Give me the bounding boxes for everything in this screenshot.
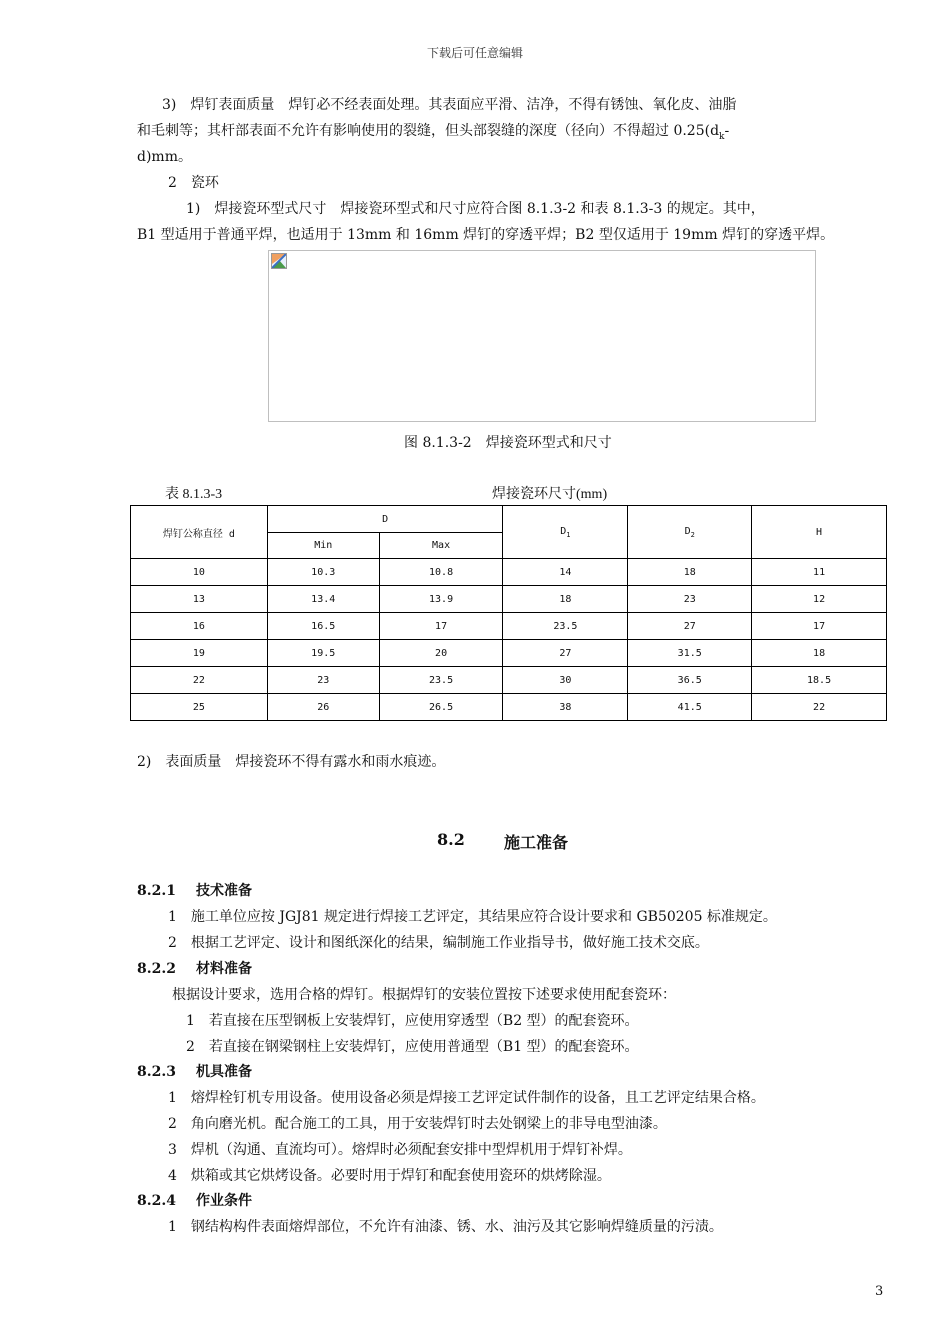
subsection-822-number: 8.2.2: [137, 961, 176, 977]
cell: 10: [131, 559, 268, 586]
cell: 11: [752, 559, 887, 586]
cell: 41.5: [628, 694, 752, 721]
cell: 27: [628, 613, 752, 640]
cell: 31.5: [628, 640, 752, 667]
item-ceramic-ring: 2 瓷环: [168, 175, 219, 191]
cell: 36.5: [628, 667, 752, 694]
para-stud-surface-line3: d)mm。: [137, 149, 192, 165]
s823-item1: 1 熔焊栓钉机专用设备。使用设备必须是焊接工艺评定试件制作的设备，且工艺评定结果合格。: [168, 1090, 765, 1106]
cell: 12: [752, 586, 887, 613]
cell: 14: [503, 559, 628, 586]
s822-intro: 根据设计要求，选用合格的焊钉。根据焊钉的安装位置按下述要求使用配套瓷环：: [172, 987, 676, 1003]
cell: 19.5: [267, 640, 379, 667]
table-row: [131, 640, 887, 667]
s823-item2: 2 角向磨光机。配合施工的工具，用于安装焊钉时去处钢梁上的非导电型油漆。: [168, 1116, 667, 1132]
cell: 16: [131, 613, 268, 640]
para-ring-dimensions-line1: 1) 焊接瓷环型式尺寸 焊接瓷环型式和尺寸应符合图 8.1.3-2 和表 8.1.3-3 的规定。其中，: [186, 201, 765, 217]
cell: 10.3: [267, 559, 379, 586]
cell: 18: [503, 586, 628, 613]
cell: 23.5: [503, 613, 628, 640]
subsection-821-title: 技术准备: [196, 883, 252, 899]
cell: 18.5: [752, 667, 887, 694]
broken-image-icon: [271, 253, 287, 269]
cell: 38: [503, 694, 628, 721]
cell: 13.4: [267, 586, 379, 613]
header-max: Max: [379, 533, 503, 559]
subsection-823-title: 机具准备: [196, 1064, 252, 1080]
cell: 22: [752, 694, 887, 721]
cell: 23: [267, 667, 379, 694]
cell: 22: [131, 667, 268, 694]
cell: 26: [267, 694, 379, 721]
subsection-824-number: 8.2.4: [137, 1193, 176, 1209]
section-number: 8.2: [437, 830, 465, 849]
header-H: H: [752, 506, 887, 559]
para-stud-surface-line1: 3) 焊钉表面质量 焊钉必不经表面处理。其表面应平滑、洁净，不得有锈蚀、氧化皮、油脂: [162, 97, 737, 113]
subsection-823-number: 8.2.3: [137, 1064, 176, 1080]
cell: 23: [628, 586, 752, 613]
table-label: 表 8.1.3-3: [165, 487, 223, 502]
cell: 13.9: [379, 586, 503, 613]
cell: 23.5: [379, 667, 503, 694]
cell: 25: [131, 694, 268, 721]
cell: 10.8: [379, 559, 503, 586]
cell: 18: [752, 640, 887, 667]
header-D2: $D_2$: [628, 506, 752, 559]
cell: 18: [628, 559, 752, 586]
table-row: [131, 559, 887, 586]
table-row: [131, 694, 887, 721]
table-row: [131, 586, 887, 613]
s822-item2: 2 若直接在钢梁钢柱上安装焊钉，应使用普通型（B1 型）的配套瓷环。: [186, 1039, 639, 1055]
header-min: Min: [267, 533, 379, 559]
header-D1: $D_1$: [503, 506, 628, 559]
cell: 17: [379, 613, 503, 640]
header-D: D: [267, 506, 503, 533]
section-title: 施工准备: [504, 833, 569, 852]
cell: 20: [379, 640, 503, 667]
cell: 19: [131, 640, 268, 667]
header-nominal-diameter: 焊钉公称直径 d: [131, 506, 268, 559]
para-ring-dimensions-line2: B1 型适用于普通平焊，也适用于 13mm 和 16mm 焊钉的穿透平焊；B2 型仅适用于 19mm 焊钉的穿透平焊。: [137, 227, 835, 243]
s823-item3: 3 焊机（沟通、直流均可）。熔焊时必须配套安排中型焊机用于焊钉补焊。: [168, 1142, 632, 1158]
s821-item2: 2 根据工艺评定、设计和图纸深化的结果，编制施工作业指导书，做好施工技术交底。: [168, 935, 709, 951]
subsection-824-title: 作业条件: [196, 1193, 252, 1209]
figure-placeholder: [268, 250, 816, 422]
table-row: [131, 613, 887, 640]
page-number: 3: [875, 1284, 884, 1299]
s824-item1: 1 钢结构构件表面熔焊部位，不允许有油漆、锈、水、油污及其它影响焊缝质量的污渍。: [168, 1219, 723, 1235]
cell: 30: [503, 667, 628, 694]
page-header: 下载后可任意编辑: [426, 46, 523, 60]
para-stud-surface-line2: 和毛刺等；其杆部表面不允许有影响使用的裂缝，但头部裂缝的深度（径向）不得超过 $0.25(d_k-$: [137, 123, 730, 142]
subsection-822-title: 材料准备: [196, 961, 252, 977]
cell: 16.5: [267, 613, 379, 640]
s822-item1: 1 若直接在压型钢板上安装焊钉，应使用穿透型（B2 型）的配套瓷环。: [186, 1013, 639, 1029]
cell: 13: [131, 586, 268, 613]
table-row: [131, 667, 887, 694]
s821-item1: 1 施工单位应按 JGJ81 规定进行焊接工艺评定，其结果应符合设计要求和 GB50205 标准规定。: [168, 909, 777, 925]
table-header-row: [131, 506, 887, 533]
subsection-821-number: 8.2.1: [137, 883, 176, 899]
cell: 26.5: [379, 694, 503, 721]
table-title: 焊接瓷环尺寸(mm): [492, 487, 608, 502]
para-ring-surface: 2) 表面质量 焊接瓷环不得有露水和雨水痕迹。: [137, 754, 446, 770]
s823-item4: 4 烘箱或其它烘烤设备。必要时用于焊钉和配套使用瓷环的烘烤除湿。: [168, 1168, 611, 1184]
cell: 17: [752, 613, 887, 640]
figure-caption: 图 8.1.3-2 焊接瓷环型式和尺寸: [404, 435, 612, 451]
cell: 27: [503, 640, 628, 667]
ceramic-ring-table: [130, 505, 887, 721]
